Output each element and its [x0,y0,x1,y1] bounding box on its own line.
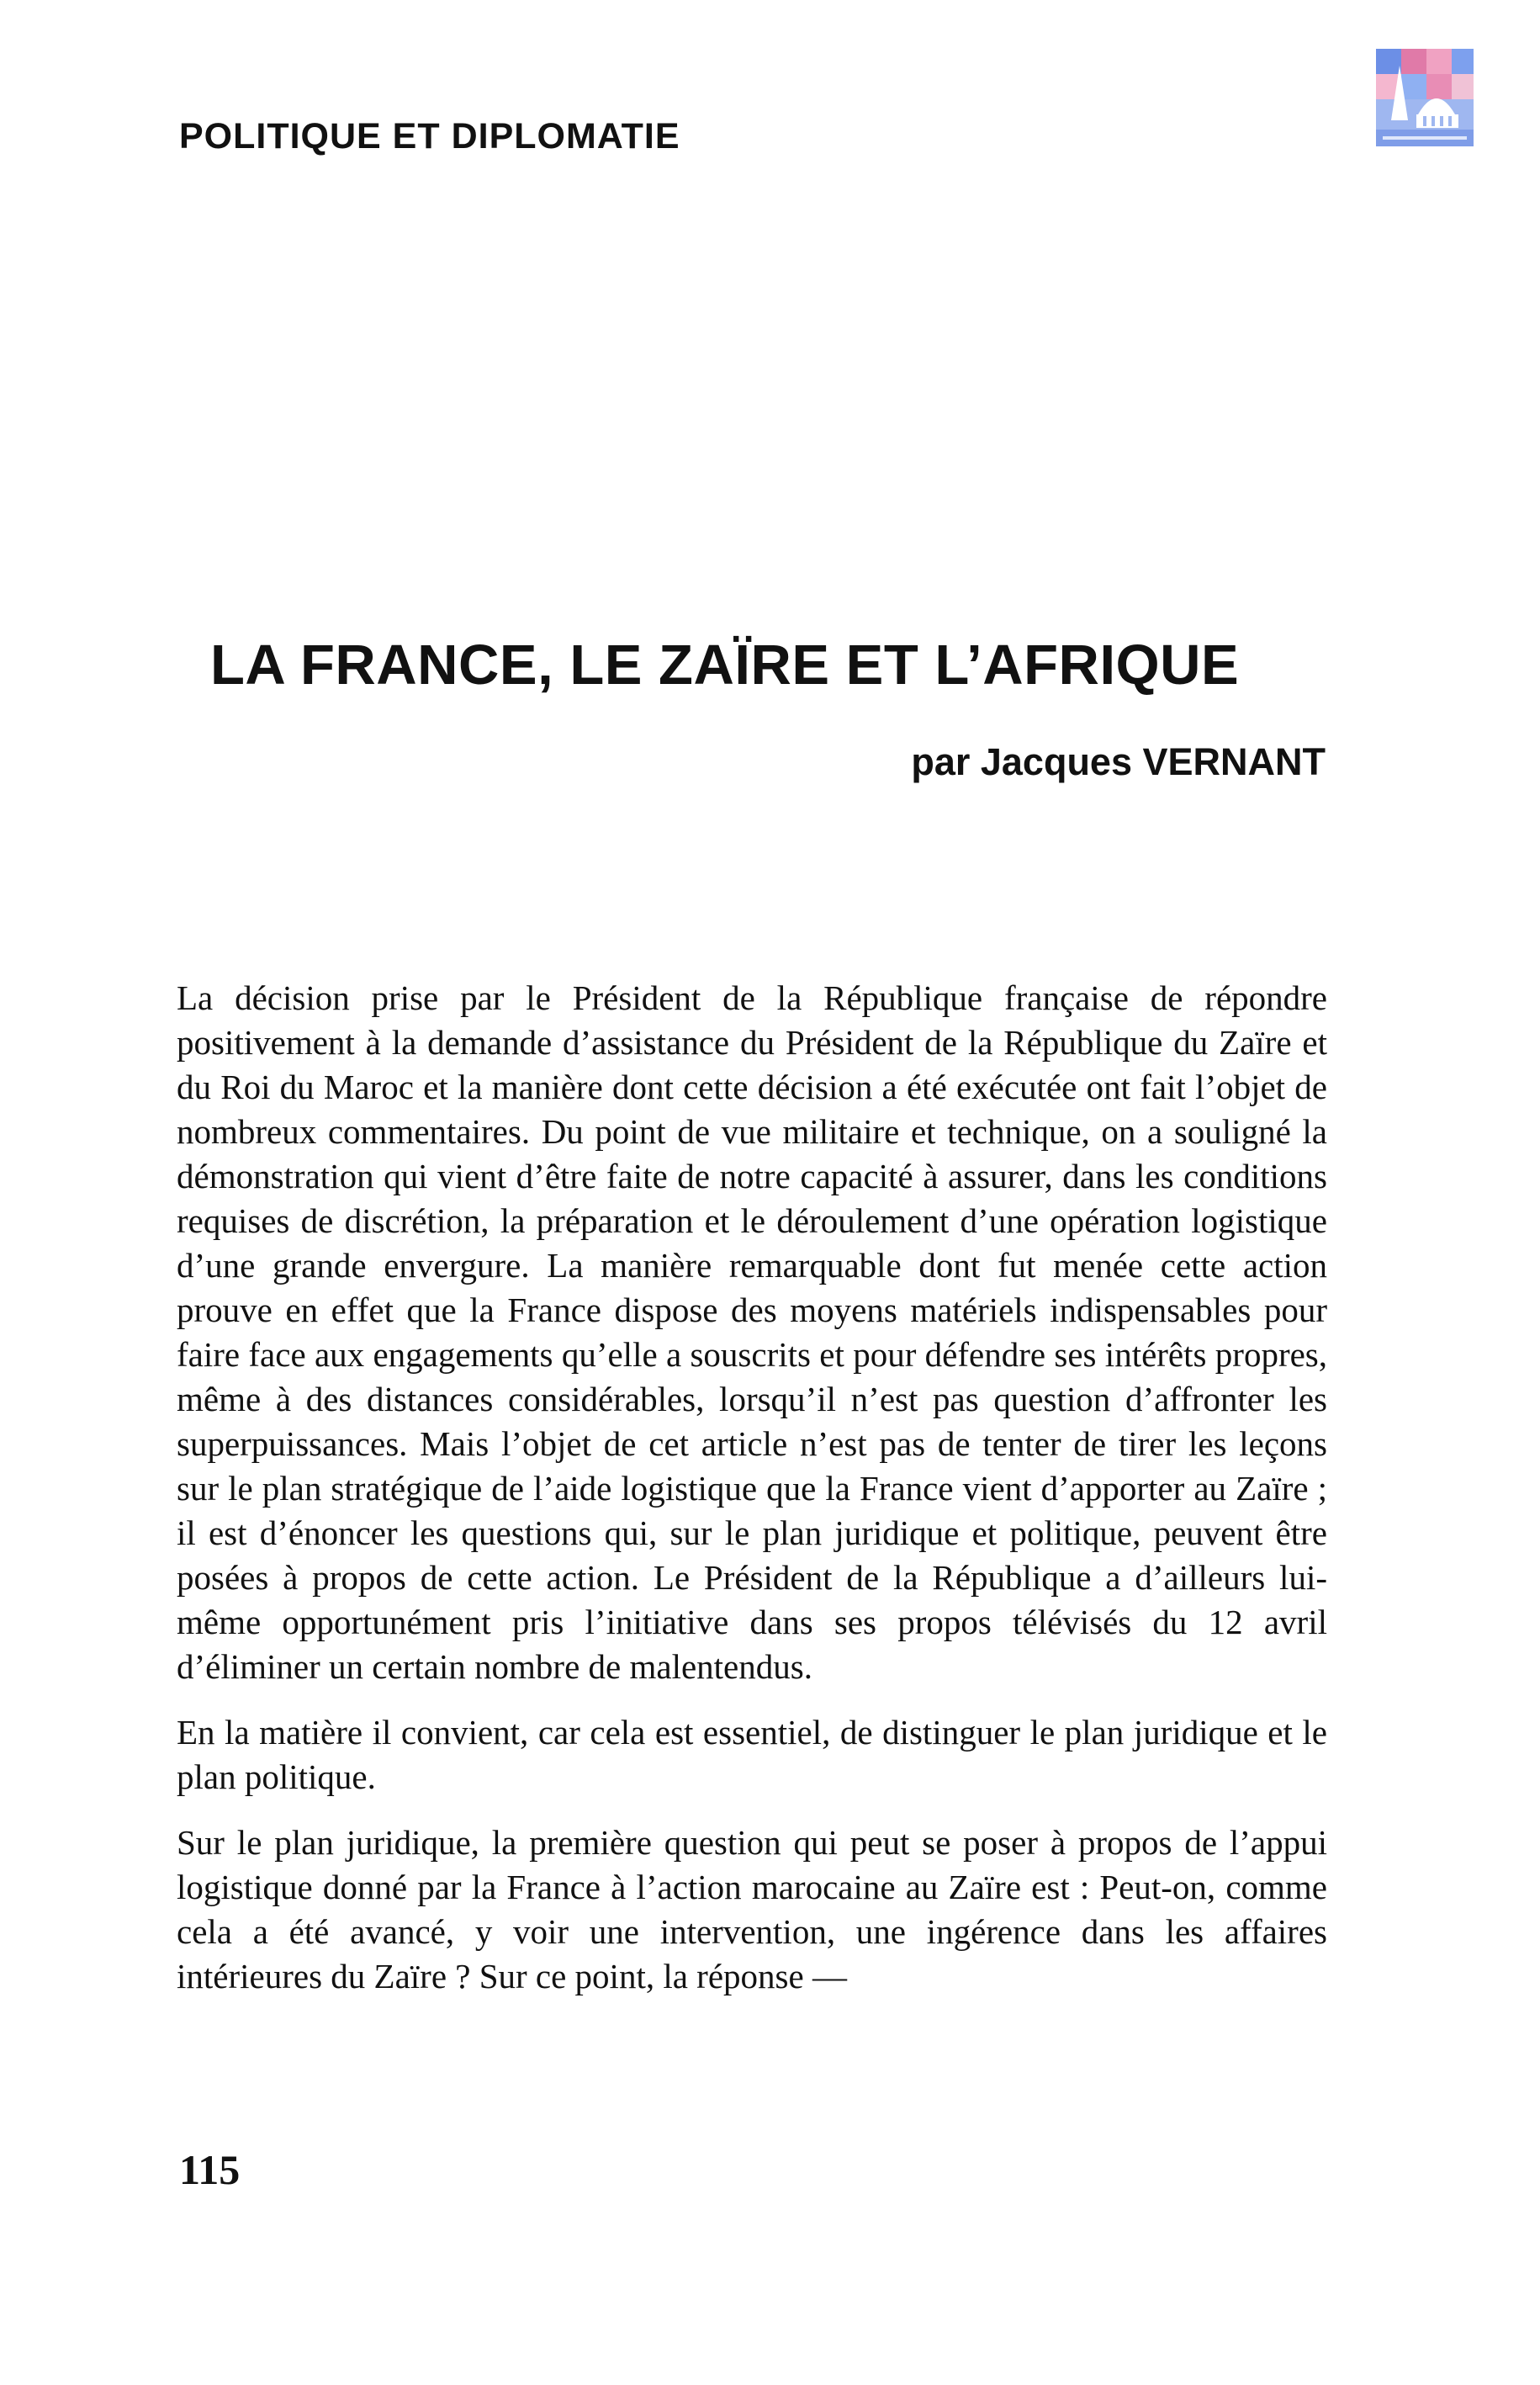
page-number: 115 [179,2146,241,2193]
body-paragraph: La décision prise par le Président de la République française de répondre positivement à la demande d’assistance du Président de la République du Zaïre et du Roi du Maroc et la manière dont cette décision a été exécutée ont fait l’objet de nombreux commentaires. Du point de vue militaire et technique, on a souligné la démonstration qui vient d’être faite de notre capacité à assurer, dans les conditions requises de discrétion, la préparation et le déroulement d’une opération logistique d’une grande envergure. La manière remarquable dont fut menée cette action prouve en effet que la France dispose des moyens matériels indispensables pour faire face aux engagements qu’elle a souscrits et pour défendre ses intérêts propres, même à des distances considérables, lorsqu’il n’est pas question d’affronter les superpuissances. Mais l’objet de cet article n’est pas de tenter de tirer les leçons sur le plan stratégique de l’aide logistique que la France vient d’apporter au Zaïre ; il est d’énoncer les questions qui, sur le plan juridique et politique, peuvent être posées à propos de cette action. Le Président de la République a d’ailleurs lui-même opportunément pris l’initiative dans ses propos télévisés du 12 avril d’éliminer un certain nombre de malentendus. [177,978,1327,1686]
section-header: POLITIQUE ET DIPLOMATIE [179,116,680,156]
article-body [177,976,1327,2020]
article-author: par Jacques VERNANT [911,740,1326,783]
article-title: LA FRANCE, LE ZAÏRE ET L’AFRIQUE [210,633,1240,697]
body-paragraph: En la matière il convient, car cela est essentiel, de distinguer le plan juridique et le plan politique. [177,1713,1327,1796]
institution-building-logo-icon [1376,49,1474,146]
body-paragraph: Sur le plan juridique, la première question qui peut se poser à propos de l’appui logistique donné par la France à l’action marocaine au Zaïre est : Peut-on, comme cela a été avancé, y voir une intervention, une ingérence dans les affaires intérieures du Zaïre ? Sur ce point, la réponse — [177,1823,1327,1995]
